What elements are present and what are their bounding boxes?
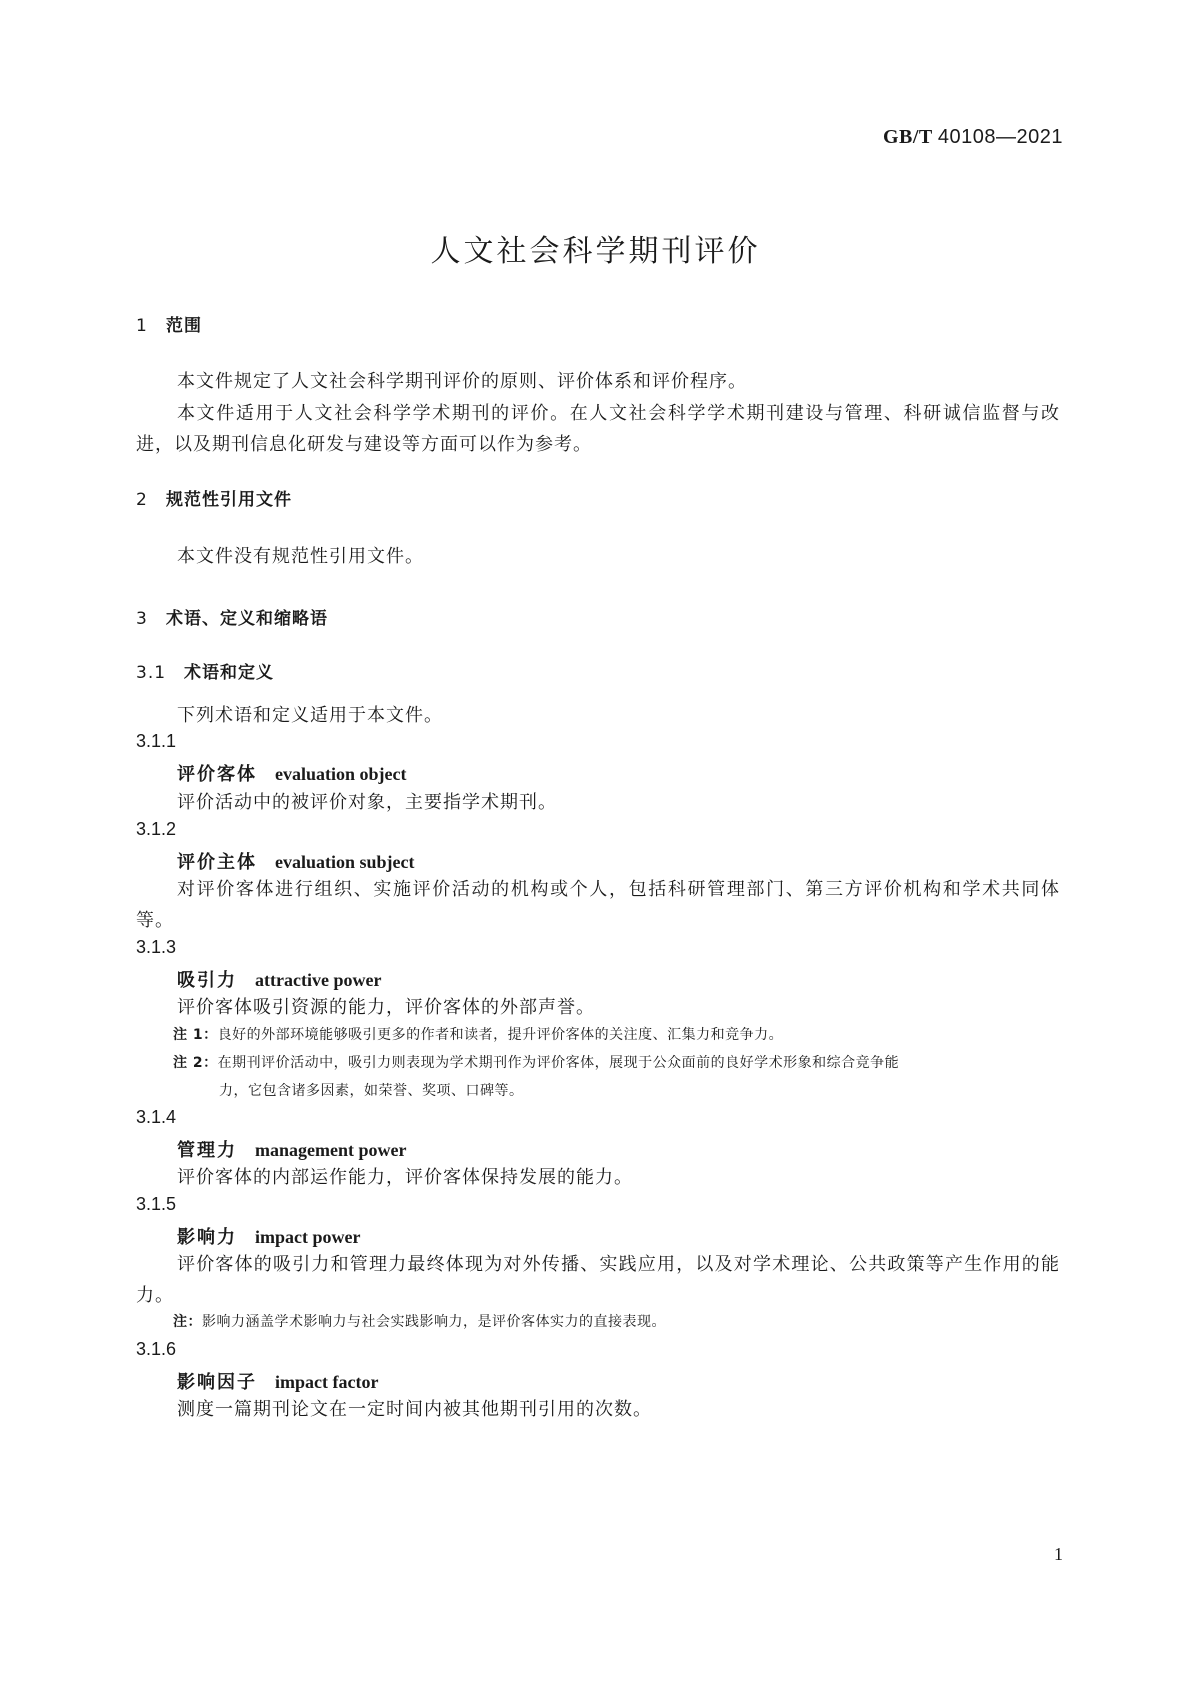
term-number: 3.1.4: [136, 1107, 177, 1127]
term-entry: [177, 1136, 406, 1162]
section-title: 术语和定义: [184, 663, 274, 683]
standard-prefix: GB/T: [882, 126, 933, 148]
section-title: 范围: [166, 316, 202, 336]
section-3-heading: [136, 604, 328, 629]
standard-number: [883, 126, 1063, 149]
term-en: evaluation object: [275, 764, 407, 784]
term-en: attractive power: [255, 970, 382, 990]
section-title: 规范性引用文件: [166, 490, 292, 510]
section-title: 术语、定义和缩略语: [166, 609, 328, 629]
note-text: 影响力涵盖学术影响力与社会实践影响力，是评价客体实力的直接表现。: [202, 1314, 666, 1330]
paragraph: 本文件没有规范性引用文件。: [177, 546, 424, 567]
term-number: 3.1.5: [136, 1194, 177, 1214]
term-entry: [177, 848, 415, 874]
section-1-heading: [136, 311, 202, 336]
term-entry: [177, 966, 381, 992]
term-en: impact factor: [275, 1372, 379, 1392]
term-number: 3.1.1: [136, 731, 177, 751]
note-text: 良好的外部环境能够吸引更多的作者和读者，提升评价客体的关注度、汇集力和竞争力。: [217, 1027, 784, 1043]
term-entry: [177, 1223, 360, 1249]
section-number: 1: [136, 316, 148, 336]
term-en: evaluation subject: [275, 852, 415, 872]
note: [173, 1049, 1060, 1077]
paragraph: 本文件规定了人文社会科学期刊评价的原则、评价体系和评价程序。: [177, 371, 747, 392]
note-text: 在期刊评价活动中，吸引力则表现为学术期刊作为评价客体，展现于公众面前的良好学术形象和综合竞争能: [217, 1055, 900, 1071]
term-en: impact power: [255, 1227, 361, 1247]
standard-code: 40108—2021: [937, 126, 1063, 148]
term-definition: 评价客体吸引资源的能力，评价客体的外部声誉。: [177, 997, 595, 1018]
term-zh: 影响力: [177, 1227, 237, 1248]
note-label: 注：: [173, 1314, 202, 1330]
term-number: 3.1.3: [136, 937, 177, 957]
term-definition: 评价客体的吸引力和管理力最终体现为对外传播、实践应用，以及对学术理论、公共政策等产生作用的能力。: [136, 1254, 1060, 1306]
term-entry: [177, 1368, 378, 1394]
note-label: 注 2：: [173, 1055, 218, 1071]
term-number: 3.1.2: [136, 819, 177, 839]
section-number: 3.1: [136, 663, 167, 683]
term-definition: 评价客体的内部运作能力，评价客体保持发展的能力。: [177, 1167, 633, 1188]
section-number: 3: [136, 609, 148, 629]
term-zh: 管理力: [177, 1140, 237, 1161]
term-definition: 对评价客体进行组织、实施评价活动的机构或个人，包括科研管理部门、第三方评价机构和学术共同体等。: [136, 879, 1060, 931]
term-zh: 吸引力: [177, 970, 237, 991]
term-en: management power: [255, 1140, 407, 1160]
note: [173, 1308, 1060, 1336]
term-entry: [177, 760, 406, 786]
document-title: 人文社会科学期刊评价: [430, 234, 761, 269]
term-number: 3.1.6: [136, 1339, 177, 1359]
term-zh: 评价客体: [177, 764, 257, 785]
term-zh: 影响因子: [177, 1372, 257, 1393]
note-continuation: 力，它包含诸多因素，如荣誉、奖项、口碑等。: [219, 1083, 524, 1099]
note: [173, 1021, 1060, 1049]
section-2-heading: [136, 485, 292, 510]
paragraph: 下列术语和定义适用于本文件。: [177, 705, 443, 726]
subsection-3-1-heading: [136, 658, 274, 683]
page-number: 1: [1054, 1544, 1063, 1564]
term-definition: 评价活动中的被评价对象，主要指学术期刊。: [177, 792, 557, 813]
term-zh: 评价主体: [177, 852, 257, 873]
paragraph: 本文件适用于人文社会科学学术期刊的评价。在人文社会科学学术期刊建设与管理、科研诚信监督与改进，以及期刊信息化研发与建设等方面可以作为参考。: [136, 403, 1060, 455]
section-number: 2: [136, 490, 148, 510]
note-label: 注 1：: [173, 1027, 218, 1043]
term-definition: 测度一篇期刊论文在一定时间内被其他期刊引用的次数。: [177, 1399, 652, 1420]
